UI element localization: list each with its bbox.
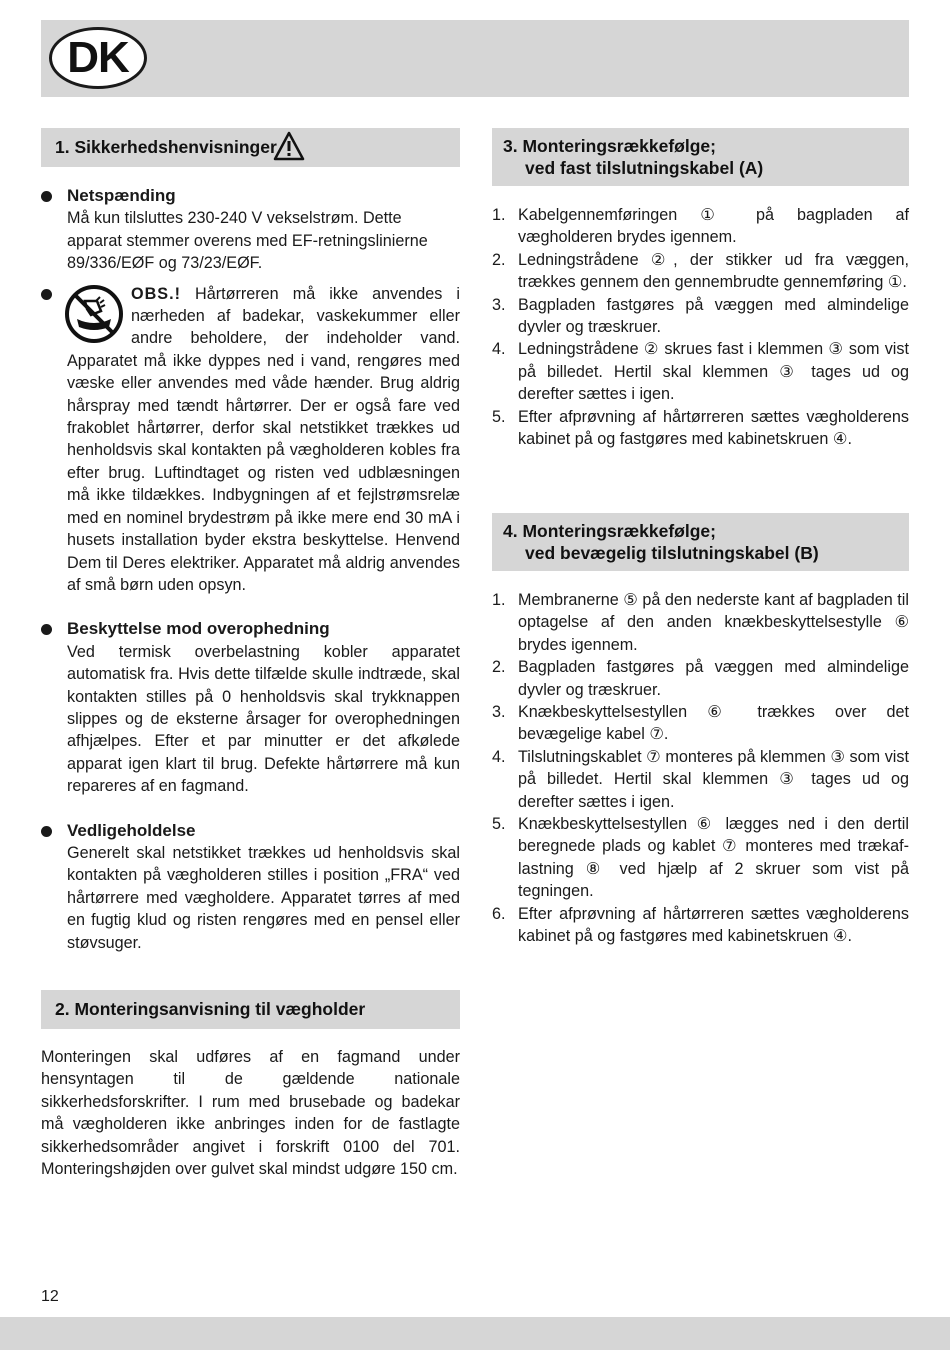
overophedning-text: Ved termisk overbelastning kobler apparatet automatisk fra. Hvis dette tilfælde skulle indtræde, skal kontakten stilles på 0 henholdsvis skal trykknappen slippes og de eksterne årsager for overophedningen afhjælpes. Efter et par minutter er det afkølede apparat igen klart til brug. Defekte hårtørrere må kun repareres af en fagmand. xyxy=(67,642,460,796)
left-column xyxy=(41,185,460,954)
obs-label: OBS.! xyxy=(131,284,181,303)
netspaending-title: Netspænding xyxy=(67,186,176,205)
step-text: Bagpladen fastgøres på væggen med almindelige dyvler og træskruer. xyxy=(518,658,909,699)
section1-heading xyxy=(41,128,460,167)
netspaending-text: Må kun tilsluttes 230-240 V vekselstrøm. Dette apparat stemmer overens med EF-retningslinierne 89/336/EØF og 73/23/EØF. xyxy=(67,209,428,273)
step-number: 4. xyxy=(492,340,506,359)
step-item xyxy=(492,903,909,948)
step-number: 2. xyxy=(492,250,506,269)
step-text: Efter afprøvning af hårtørreren sættes vægholderens kabinet på og fastgøres med kabinetskruen ④. xyxy=(518,407,909,449)
no-water-warning-icon xyxy=(63,283,125,345)
overophedning-title: Beskyttelse mod overophedning xyxy=(67,619,330,639)
step-text: Ledningstrådene ② skrues fast i klemmen ③ som vist på billedet. Hertil skal klemmen ③ tages ud og derefter sættes i igen. xyxy=(518,340,909,404)
overophedning-block xyxy=(67,618,460,797)
step-number: 1. xyxy=(492,206,506,224)
step-item xyxy=(492,338,909,405)
step-item xyxy=(492,813,909,903)
step-number: 5. xyxy=(492,407,506,426)
page-number: 12 xyxy=(41,1288,59,1305)
warning-triangle-icon xyxy=(273,131,305,161)
header-band xyxy=(41,20,909,97)
section4-heading xyxy=(492,513,909,571)
section3-title-line1: 3. Monteringsrækkefølge; xyxy=(503,136,716,156)
bullet-dot xyxy=(41,289,52,300)
footer-band xyxy=(0,1317,950,1350)
step-text: Bagpladen fastgøres på væggen med almindelige dyvler og træskruer. xyxy=(518,295,909,337)
obs-text: Hårtørreren må ikke anvendes i nærheden af badekar, vaskekummer eller andre beholdere, der indeholder vand. Apparatet må ikke dyppes ned i vand, rengøres med væske eller anvendes med våde hænder. Brug aldrig hårspray med tændt hårtørrer. Der er også fare ved frakoblet hårtørrer, derfor skal netstikket trækkes ud henholdsvis skal kontakten på vægholderen kobles fra efter brug. Luftindtaget og risten ved udblæsningen må ikke tildækkes. Indbygningen af et fejlstrømsrelæ med en nominel brydestrøm på ikke mere end 30 mA i husets installation byder ekstra beskyttelse. Henvend Dem til Deres elektriker. Apparatet må aldrig anvendes af små børn uden opsyn. xyxy=(67,284,460,594)
step-item xyxy=(492,204,909,249)
step-number: 6. xyxy=(492,904,506,923)
step-number: 4. xyxy=(492,747,506,766)
step-number: 2. xyxy=(492,658,506,677)
section2-title: 2. Monteringsanvisning til vægholder xyxy=(55,999,366,1019)
bullet-dot xyxy=(41,191,52,202)
step-text: Kabelgennemføringen ① på bagpladen af vægholderen brydes igennem. xyxy=(518,206,909,247)
section1-title: 1. Sikkerhedshenvisninger xyxy=(55,137,277,157)
section4-steps xyxy=(492,589,909,948)
vedligeholdelse-text: Generelt skal netstikket trækkes ud henholdsvis skal kontakten på vægholderen stilles i position „FRA“ ved hårtørrere med vægholdere. Apparatet tørres af med en fugtig klud og risten rengøres med en pensel eller støvsuger. xyxy=(67,843,460,952)
step-number: 1. xyxy=(492,591,506,609)
section3-heading xyxy=(492,128,909,186)
bullet-dot xyxy=(41,826,52,837)
step-text: Membranerne ⑤ på den nederste kant af bagpladen til optagelse af den anden knækbeskyttelsestylle ⑥ brydes igennem. xyxy=(518,591,909,654)
bullet-dot xyxy=(41,624,52,635)
section2-heading xyxy=(41,990,460,1029)
step-item xyxy=(492,589,909,656)
section3-title-line2: ved fast tilslutningskabel (A) xyxy=(525,158,764,178)
step-number: 3. xyxy=(492,703,506,722)
step-item xyxy=(492,656,909,701)
step-number: 3. xyxy=(492,295,506,314)
vedligeholdelse-block xyxy=(67,820,460,954)
vedligeholdelse-title: Vedligeholdelse xyxy=(67,820,196,840)
language-badge: DK xyxy=(49,27,147,89)
step-item xyxy=(492,701,909,746)
netspaending-block xyxy=(67,185,460,275)
section3-step-list xyxy=(492,204,909,450)
step-item xyxy=(492,406,909,451)
step-text: Ledningstrådene ②, der stikker ud fra væggen, trækkes gennem den gennembrudte gennemføring ①. xyxy=(518,250,909,292)
section3-steps xyxy=(492,204,909,450)
section2-text: Monteringen skal udføres af en fagmand under hensyntagen til de gældende nationale sikkerhedsforskrifter. I rum med brusebade og badekar må vægholderen ikke anbringes inden for de fastlagte sikkerhedsområder angivet i forskrift 0100 del 701. Monteringshøjden over gulvet skal mindst udgøre 150 cm. xyxy=(41,1048,460,1179)
step-text: Efter afprøvning af hårtørreren sættes vægholderens kabinet på og fastgøres med kabinetskruen ④. xyxy=(518,904,909,946)
step-text: Tilslutningskablet ⑦ monteres på klemmen ③ som vist på billedet. Hertil skal klemmen ③ tages ud og derefter sættes i igen. xyxy=(518,747,909,811)
obs-block xyxy=(41,283,460,597)
step-item xyxy=(492,746,909,813)
step-item xyxy=(492,249,909,294)
step-item xyxy=(492,294,909,339)
step-text: Knækbeskyttelsestyllen ⑥ lægges ned i den dertil beregnede plads og kablet ⑦ monteres med trækaf-lastning ⑧ ved hjælp af 2 skruer som vist på tegningen. xyxy=(518,815,909,901)
step-text: Knækbeskyttelsestyllen ⑥ trækkes over det bevægelige kabel ⑦. xyxy=(518,703,909,744)
section4-title-line1: 4. Monteringsrækkefølge; xyxy=(503,521,716,541)
section4-title-line2: ved bevægelig tilslutningskabel (B) xyxy=(525,543,819,563)
section4-step-list xyxy=(492,589,909,948)
step-number: 5. xyxy=(492,815,506,834)
